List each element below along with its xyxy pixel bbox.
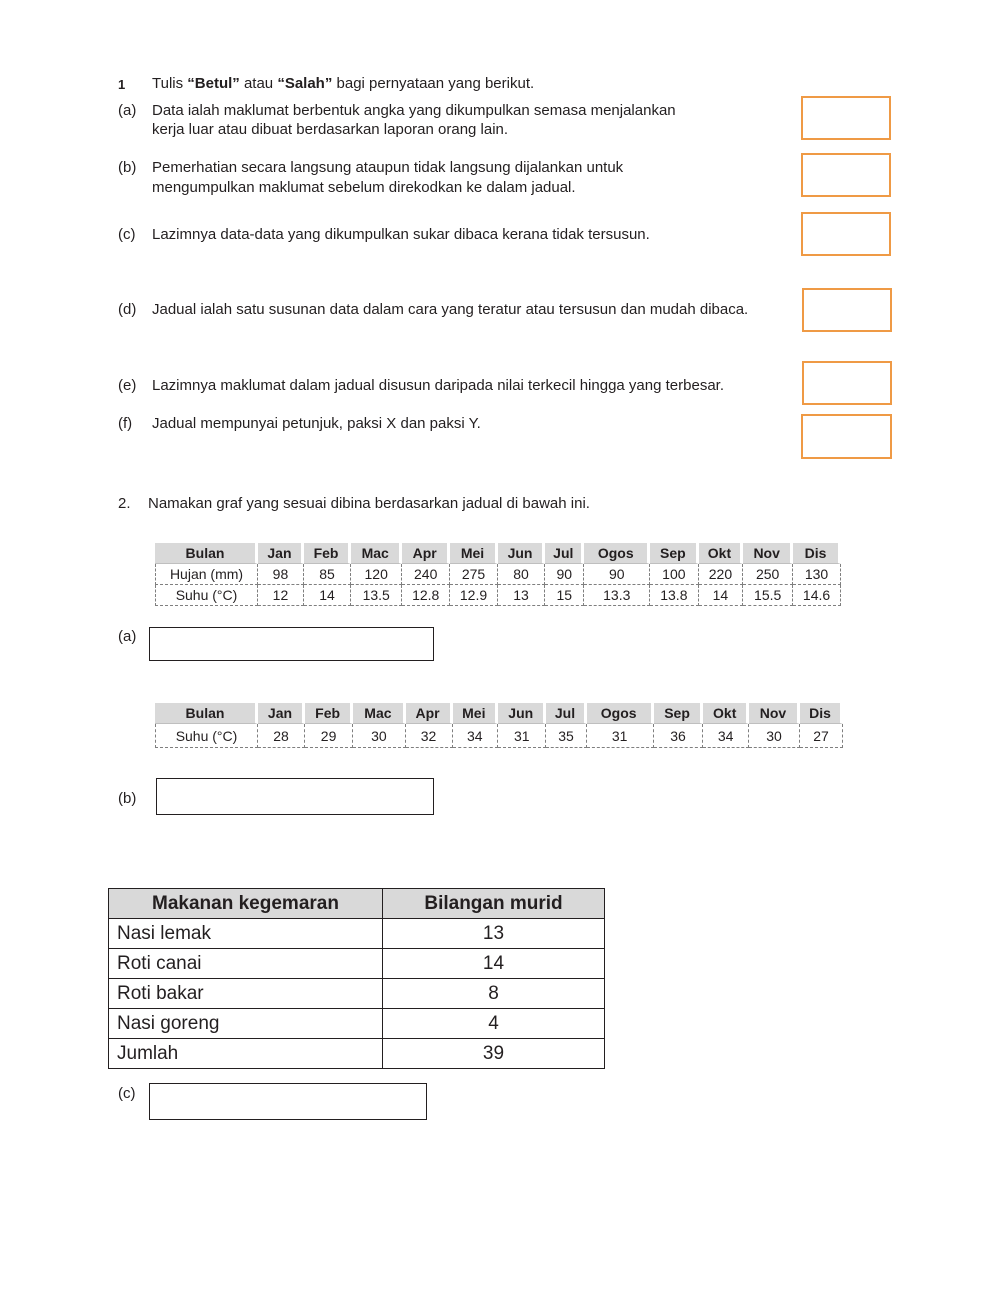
table-cell: 28	[258, 724, 305, 748]
table-cell: 36	[654, 724, 704, 748]
temperature-table	[155, 703, 843, 748]
header-cell: Bulan	[155, 703, 258, 724]
item-label-d: (d)	[118, 301, 137, 318]
table-row	[109, 949, 605, 979]
table-cell: 14.6	[793, 585, 841, 606]
header-cell: Apr	[406, 703, 453, 724]
table-cell: 220	[699, 564, 744, 585]
question-2-instruction: Namakan graf yang sesuai dibina berdasarkan jadual di bawah ini.	[148, 495, 590, 512]
answer-box-a[interactable]	[801, 96, 891, 140]
betul-word: “Betul”	[187, 75, 240, 92]
table-row	[155, 724, 843, 748]
header-cell: Okt	[703, 703, 749, 724]
table-row	[109, 979, 605, 1009]
student-count: 8	[383, 979, 605, 1009]
table-cell: 15	[545, 585, 584, 606]
row-label: Hujan (mm)	[155, 564, 258, 585]
table-cell: 13.3	[584, 585, 650, 606]
header-cell: Jan	[258, 543, 304, 564]
answer-label-b: (b)	[118, 790, 137, 807]
header-cell: Mei	[453, 703, 499, 724]
header-cell: Ogos	[587, 703, 654, 724]
food-name: Roti canai	[109, 949, 383, 979]
header-cell: Okt	[699, 543, 744, 564]
answer-label-c: (c)	[118, 1085, 136, 1102]
student-count: 14	[383, 949, 605, 979]
header-cell: Dis	[800, 703, 843, 724]
table-cell: 34	[453, 724, 499, 748]
header-cell: Feb	[305, 703, 353, 724]
header-cell: Mac	[353, 703, 405, 724]
row-label: Suhu (°C)	[155, 585, 258, 606]
table-cell: 80	[498, 564, 545, 585]
table-row	[109, 919, 605, 949]
statement-d: Jadual ialah satu susunan data dalam cara yang teratur atau tersusun dan mudah dibaca.	[152, 301, 749, 318]
header-cell: Mac	[351, 543, 402, 564]
student-count: 13	[383, 919, 605, 949]
table-cell: 31	[587, 724, 654, 748]
table-cell: 30	[353, 724, 405, 748]
table-cell: 240	[402, 564, 450, 585]
table-cell: 130	[793, 564, 841, 585]
header-cell: Bilangan murid	[383, 889, 605, 919]
table-cell: 29	[305, 724, 353, 748]
instruction-text: atau	[239, 75, 278, 92]
table-row	[155, 585, 841, 606]
row-label: Suhu (°C)	[155, 724, 258, 748]
food-name: Roti bakar	[109, 979, 383, 1009]
table-cell: 31	[498, 724, 546, 748]
question-1-instruction	[152, 74, 534, 94]
total-count: 39	[383, 1039, 605, 1069]
table-row	[109, 1039, 605, 1069]
statement-e: Lazimnya maklumat dalam jadual disusun daripada nilai terkecil hingga yang terbesar.	[152, 377, 724, 394]
table-cell: 34	[703, 724, 749, 748]
header-cell: Sep	[654, 703, 704, 724]
table-cell: 250	[743, 564, 793, 585]
header-cell: Jul	[545, 543, 584, 564]
header-cell: Ogos	[584, 543, 650, 564]
table-cell: 14	[304, 585, 351, 606]
header-cell: Apr	[402, 543, 450, 564]
answer-box-e[interactable]	[802, 361, 892, 405]
favourite-food-table	[108, 888, 605, 1069]
answer-box-f[interactable]	[801, 414, 892, 459]
food-name: Nasi lemak	[109, 919, 383, 949]
table-cell: 90	[545, 564, 584, 585]
item-label-e: (e)	[118, 377, 137, 394]
table-cell: 98	[258, 564, 304, 585]
table-cell: 30	[749, 724, 800, 748]
student-count: 4	[383, 1009, 605, 1039]
rain-temperature-table	[155, 543, 841, 606]
table-cell: 100	[650, 564, 699, 585]
header-cell: Jul	[546, 703, 586, 724]
answer-box-b[interactable]	[801, 153, 891, 197]
instruction-text: bagi pernyataan yang berikut.	[332, 75, 535, 92]
table-cell: 13	[498, 585, 545, 606]
header-cell: Jun	[498, 703, 546, 724]
table-cell: 90	[584, 564, 650, 585]
statement-f: Jadual mempunyai petunjuk, paksi X dan paksi Y.	[152, 415, 481, 432]
answer-label-a: (a)	[118, 628, 137, 645]
table-cell: 12.8	[402, 585, 450, 606]
table-cell: 13.8	[650, 585, 699, 606]
statement-c: Lazimnya data-data yang dikumpulkan sukar dibaca kerana tidak tersusun.	[152, 226, 650, 243]
header-cell: Feb	[304, 543, 351, 564]
food-name: Nasi goreng	[109, 1009, 383, 1039]
question-2-number: 2.	[118, 495, 131, 512]
table-row	[109, 1009, 605, 1039]
answer-box-2a[interactable]	[149, 627, 434, 661]
table-cell: 12.9	[450, 585, 498, 606]
table-cell: 13.5	[351, 585, 402, 606]
table-cell: 14	[699, 585, 744, 606]
answer-box-d[interactable]	[802, 288, 892, 332]
table-cell: 27	[800, 724, 843, 748]
item-label-f: (f)	[118, 415, 133, 432]
table-cell: 85	[304, 564, 351, 585]
answer-box-c[interactable]	[801, 212, 891, 256]
table-cell: 275	[450, 564, 498, 585]
item-label-c: (c)	[118, 226, 136, 243]
table-row	[155, 564, 841, 585]
table-cell: 120	[351, 564, 402, 585]
item-label-a: (a)	[118, 102, 137, 119]
header-cell: Jan	[258, 703, 305, 724]
statement-b-line2: mengumpulkan maklumat sebelum direkodkan ke dalam jadual.	[152, 179, 576, 196]
item-label-b: (b)	[118, 159, 137, 176]
table-cell: 15.5	[743, 585, 793, 606]
header-cell: Dis	[793, 543, 841, 564]
header-cell: Nov	[749, 703, 800, 724]
answer-box-2c[interactable]	[149, 1083, 427, 1120]
salah-word: “Salah”	[277, 75, 333, 92]
statement-a-line1: Data ialah maklumat berbentuk angka yang dikumpulkan semasa menjalankan	[152, 102, 676, 119]
header-cell: Jun	[498, 543, 545, 564]
header-cell: Nov	[743, 543, 793, 564]
statement-b-line1: Pemerhatian secara langsung ataupun tidak langsung dijalankan untuk	[152, 159, 624, 176]
table-cell: 12	[258, 585, 304, 606]
table-cell: 32	[406, 724, 453, 748]
total-label: Jumlah	[109, 1039, 383, 1069]
question-1-number: 1	[118, 77, 126, 92]
answer-box-2b[interactable]	[156, 778, 434, 815]
header-cell: Makanan kegemaran	[109, 889, 383, 919]
table-cell: 35	[546, 724, 586, 748]
header-cell: Sep	[650, 543, 699, 564]
header-cell: Mei	[450, 543, 498, 564]
instruction-text: Tulis	[152, 75, 188, 92]
header-cell: Bulan	[155, 543, 258, 564]
statement-a-line2: kerja luar atau dibuat berdasarkan laporan orang lain.	[152, 121, 509, 138]
